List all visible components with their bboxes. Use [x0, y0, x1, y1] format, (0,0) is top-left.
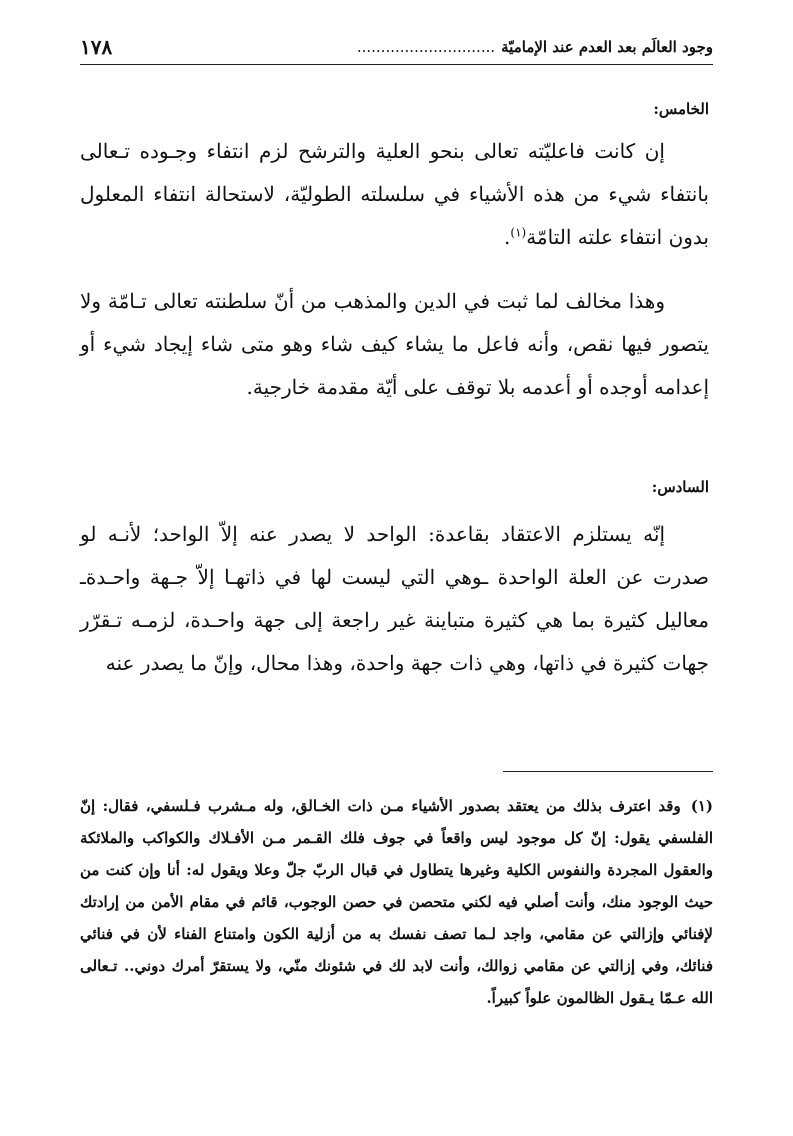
paragraph-text: إن كانت فاعليّته تعالى بنحو العلية والترشح لزم انتفاء وجـوده تـعالى بانتفاء شيء من هذه الأشياء في سلسلته الطوليّة، لاستحالة انتفاء المعلول بدون انتفاء علته التامّة — [80, 139, 709, 249]
page-number: ١٧٨ — [80, 35, 113, 59]
footnote-text: وقد اعترف بذلك من يعتقد بصدور الأشياء مـن ذات الخـالق، وله مـشرب فـلسفي، فقال: إنّ الفلسفي يقول: إنّ كل موجود ليس واقعاً في جوف فلك القـمر مـن الأفـلاك والكواكب والملائكة والعقول المجردة والنفوس الكلية وغيرها يتطاول في قبال الربّ جلّ وعلا ويقول له: أنا وإن كنت من حيث الوجود منك، وأنت أصلي فيه لكني متحصن في حصن الوجوب، قائم في مقام الأمن من إرادتك لإفنائي وإزالتي عن مقامي، واجد لـما تصف نفسك به من أزلية الكون وامتناع الفناء لأن في فنائي فنائك، وفي إزالتي عن مقامي زوالك، وأنت لابد لك في شئونك منّي، ولا يستقرّ أمرك دوني.. تـعالى الله عـمّا يـقول الظالمون علواً كبيراً. — [80, 797, 713, 1007]
running-title-text: وجود العالَم بعد العدم عند الإماميّة — [501, 38, 713, 56]
footnote-reference[interactable]: (١) — [510, 225, 527, 240]
running-header — [80, 30, 713, 65]
paragraph-end-mark: . — [504, 225, 511, 249]
paragraph-fifth-1 — [80, 130, 709, 259]
leader-dots: ............................. — [356, 38, 496, 56]
section-heading-sixth: السادس: — [651, 478, 709, 496]
section-heading-fifth: الخامس: — [653, 100, 709, 118]
running-title — [357, 38, 713, 56]
footnote-mark: (١) — [690, 797, 713, 815]
paragraph-fifth-2: وهذا مخالف لما ثبت في الدين والمذهب من أنّ سلطنته تعالى تـامّة ولا يتصور فيها نقص، وأنه فاعل ما يشاء كيف شاء وهو متى شاء إيجاد شيء أو إعدامه أوجده أو أعدمه بلا توقف على أيّة مقدمة خارجية. — [80, 289, 709, 399]
footnote — [80, 790, 713, 1014]
footnote-separator — [503, 771, 713, 772]
paragraph-sixth-1: إنّه يستلزم الاعتقاد بقاعدة: الواحد لا يصدر عنه إلاّ الواحد؛ لأنـه لو صدرت عن العلة الواحدة ـوهي التي ليست لها في ذاتهـا إلاّ جـهة واحـدةـ معاليل كثيرة بما هي كثيرة متباينة غير راجعة إلى جهة واحـدة، لزمـه تـقرّر جهات كثيرة في ذاتها، وهي ذات جهة واحدة، وهذا محال، وإنّ ما يصدر عنه — [80, 522, 709, 675]
